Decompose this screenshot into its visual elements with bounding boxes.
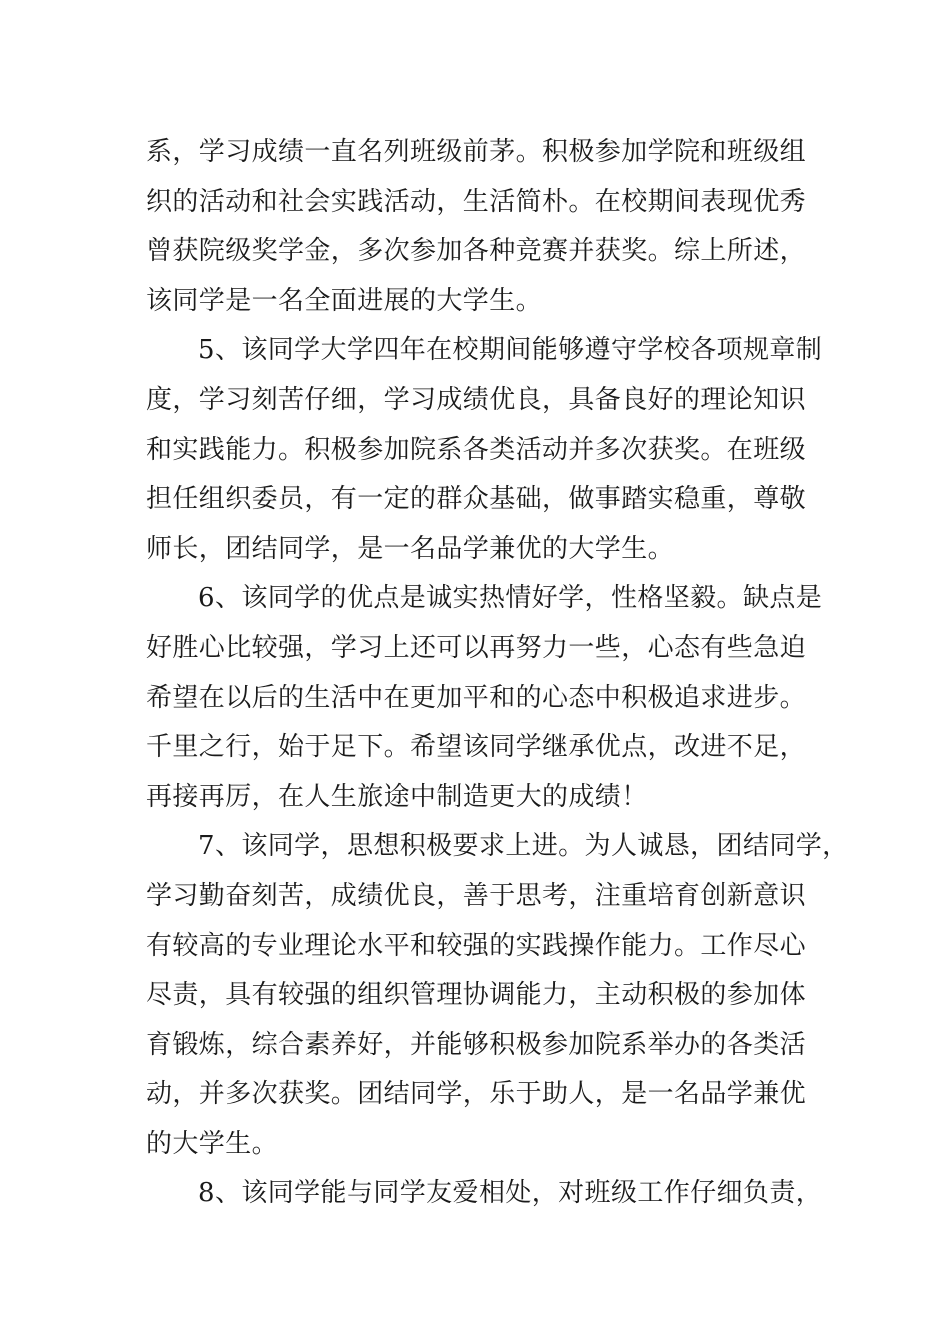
text-line: 担任组织委员，有一定的群众基础，做事踏实稳重，尊敬 (146, 484, 807, 515)
paragraph-start-5: 5、该同学大学四年在校期间能够遵守学校各项规章制 (198, 335, 823, 366)
text-line: 该同学是一名全面进展的大学生。 (146, 285, 543, 316)
text-line: 有较高的专业理论水平和较强的实践操作能力。工作尽心 (146, 930, 807, 961)
text-line: 育锻炼，综合素养好，并能够积极参加院系举办的各类活 (146, 1029, 807, 1060)
text-line: 师长，团结同学，是一名品学兼优的大学生。 (146, 533, 675, 564)
text-line: 好胜心比较强，学习上还可以再努力一些，心态有些急迫 (146, 632, 807, 663)
text-line: 和实践能力。积极参加院系各类活动并多次获奖。在班级 (146, 434, 807, 465)
text-line: 动，并多次获奖。团结同学，乐于助人，是一名品学兼优 (146, 1079, 807, 1110)
text-line: 织的活动和社会实践活动，生活简朴。在校期间表现优秀 (146, 186, 807, 217)
paragraph-start-6: 6、该同学的优点是诚实热情好学，性格坚毅。缺点是 (198, 583, 823, 614)
text-line: 千里之行，始于足下。希望该同学继承优点，改进不足， (146, 732, 807, 763)
document-body (146, 128, 849, 1219)
text-line: 系，学习成绩一直名列班级前茅。积极参加学院和班级组 (146, 137, 807, 167)
paragraph-start-7: 7、该同学，思想积极要求上进。为人诚恳，团结同学， (198, 831, 849, 862)
text-line: 希望在以后的生活中在更加平和的心态中积极追求进步。 (146, 682, 807, 713)
text-line: 度，学习刻苦仔细，学习成绩优良，具备良好的理论知识 (146, 384, 807, 415)
text-line: 再接再厉，在人生旅途中制造更大的成绩！ (146, 781, 648, 812)
text-line: 曾获院级奖学金，多次参加各种竞赛并获奖。综上所述， (146, 236, 807, 267)
text-line: 尽责，具有较强的组织管理协调能力，主动积极的参加体 (146, 980, 807, 1011)
text-line: 学习勤奋刻苦，成绩优良，善于思考，注重培育创新意识 (146, 880, 807, 911)
text-line: 的大学生。 (146, 1128, 279, 1159)
paragraph-start-8: 8、该同学能与同学友爱相处，对班级工作仔细负责， (198, 1178, 823, 1209)
